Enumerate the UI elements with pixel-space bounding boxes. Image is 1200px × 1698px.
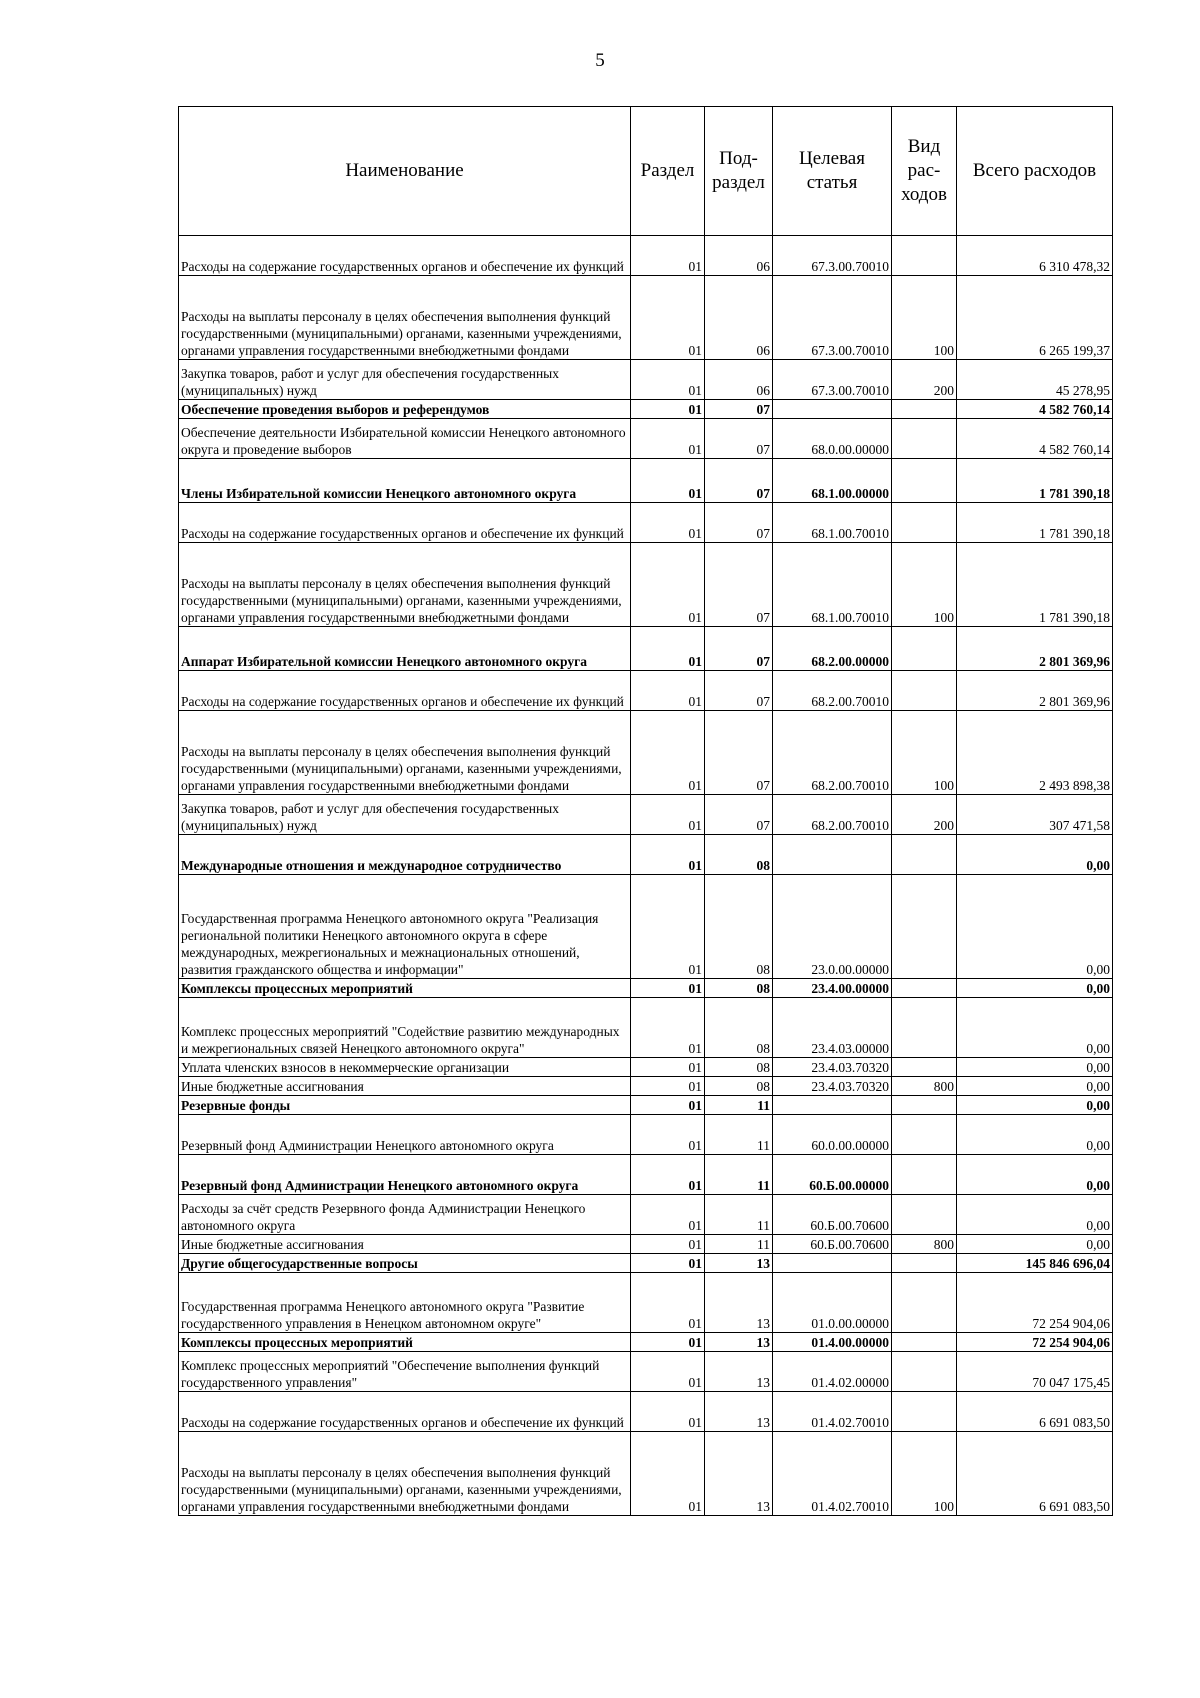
- row-tselevaya-statya: 60.0.00.00000: [773, 1115, 892, 1155]
- row-vid-rashodov: [892, 236, 957, 276]
- row-razdel: 01: [631, 276, 705, 360]
- row-vsego-rashodov: 2 493 898,38: [957, 711, 1113, 795]
- row-podrazdel: 13: [705, 1392, 773, 1432]
- row-tselevaya-statya: 68.1.00.00000: [773, 459, 892, 503]
- table-row: [179, 1235, 1113, 1254]
- row-podrazdel: 13: [705, 1254, 773, 1273]
- row-name: Расходы на выплаты персоналу в целях обеспечения выполнения функций государственными (муниципальными) органами, казенными учреждениями, органами управления государственными внебюджетными фондами: [179, 1432, 631, 1516]
- row-name: Другие общегосударственные вопросы: [179, 1254, 631, 1273]
- row-podrazdel: 07: [705, 503, 773, 543]
- table-row: [179, 1352, 1113, 1392]
- row-vsego-rashodov: 4 582 760,14: [957, 419, 1113, 459]
- row-razdel: 01: [631, 875, 705, 979]
- row-vsego-rashodov: 0,00: [957, 998, 1113, 1058]
- row-vsego-rashodov: 6 691 083,50: [957, 1432, 1113, 1516]
- row-vid-rashodov: [892, 419, 957, 459]
- row-podrazdel: 11: [705, 1096, 773, 1115]
- row-podrazdel: 07: [705, 459, 773, 503]
- row-name: Резервный фонд Администрации Ненецкого автономного округа: [179, 1155, 631, 1195]
- row-razdel: 01: [631, 795, 705, 835]
- row-vid-rashodov: 200: [892, 360, 957, 400]
- row-name: Комплексы процессных мероприятий: [179, 1333, 631, 1352]
- row-vsego-rashodov: 0,00: [957, 1195, 1113, 1235]
- table-row: [179, 835, 1113, 875]
- row-name: Иные бюджетные ассигнования: [179, 1077, 631, 1096]
- row-podrazdel: 07: [705, 627, 773, 671]
- table-row: [179, 1077, 1113, 1096]
- row-razdel: 01: [631, 1392, 705, 1432]
- row-vid-rashodov: [892, 671, 957, 711]
- row-podrazdel: 07: [705, 543, 773, 627]
- table-row: [179, 1273, 1113, 1333]
- row-razdel: 01: [631, 1254, 705, 1273]
- row-vid-rashodov: [892, 979, 957, 998]
- row-podrazdel: 08: [705, 1077, 773, 1096]
- row-razdel: 01: [631, 503, 705, 543]
- row-tselevaya-statya: 60.Б.00.70600: [773, 1195, 892, 1235]
- row-razdel: 01: [631, 1096, 705, 1115]
- row-razdel: 01: [631, 627, 705, 671]
- row-name: Международные отношения и международное сотрудничество: [179, 835, 631, 875]
- table-row: [179, 1096, 1113, 1115]
- row-tselevaya-statya: 23.4.03.00000: [773, 998, 892, 1058]
- row-vid-rashodov: [892, 1195, 957, 1235]
- header-tselevaya-statya: Целевая статья: [773, 107, 892, 236]
- row-podrazdel: 08: [705, 1058, 773, 1077]
- row-razdel: 01: [631, 1195, 705, 1235]
- row-vsego-rashodov: 0,00: [957, 835, 1113, 875]
- row-vsego-rashodov: 72 254 904,06: [957, 1273, 1113, 1333]
- row-name: Расходы на выплаты персоналу в целях обеспечения выполнения функций государственными (муниципальными) органами, казенными учреждениями, органами управления государственными внебюджетными фондами: [179, 543, 631, 627]
- row-name: Члены Избирательной комиссии Ненецкого автономного округа: [179, 459, 631, 503]
- row-razdel: 01: [631, 1077, 705, 1096]
- row-tselevaya-statya: [773, 400, 892, 419]
- row-tselevaya-statya: 68.1.00.70010: [773, 543, 892, 627]
- table-row: [179, 1058, 1113, 1077]
- row-razdel: 01: [631, 543, 705, 627]
- table-row: [179, 1155, 1113, 1195]
- row-vid-rashodov: [892, 503, 957, 543]
- row-vsego-rashodov: 6 265 199,37: [957, 276, 1113, 360]
- table-row: [179, 400, 1113, 419]
- row-vsego-rashodov: 0,00: [957, 1235, 1113, 1254]
- row-vsego-rashodov: 0,00: [957, 1077, 1113, 1096]
- row-name: Уплата членских взносов в некоммерческие организации: [179, 1058, 631, 1077]
- row-vid-rashodov: 800: [892, 1235, 957, 1254]
- row-vsego-rashodov: 72 254 904,06: [957, 1333, 1113, 1352]
- row-podrazdel: 08: [705, 998, 773, 1058]
- table-row: [179, 1392, 1113, 1432]
- row-vid-rashodov: [892, 998, 957, 1058]
- row-razdel: 01: [631, 1273, 705, 1333]
- row-vid-rashodov: [892, 400, 957, 419]
- row-tselevaya-statya: 01.0.00.00000: [773, 1273, 892, 1333]
- table-row: [179, 1432, 1113, 1516]
- row-tselevaya-statya: 67.3.00.70010: [773, 276, 892, 360]
- table-row: [179, 1254, 1113, 1273]
- row-name: Расходы за счёт средств Резервного фонда Администрации Ненецкого автономного округа: [179, 1195, 631, 1235]
- row-razdel: 01: [631, 998, 705, 1058]
- row-name: Закупка товаров, работ и услуг для обеспечения государственных (муниципальных) нужд: [179, 795, 631, 835]
- row-vid-rashodov: [892, 1155, 957, 1195]
- row-podrazdel: 13: [705, 1273, 773, 1333]
- row-vid-rashodov: 100: [892, 276, 957, 360]
- row-vid-rashodov: [892, 1058, 957, 1077]
- row-name: Комплексы процессных мероприятий: [179, 979, 631, 998]
- row-name: Комплекс процессных мероприятий "Содействие развитию международных и межрегиональных связей Ненецкого автономного округа": [179, 998, 631, 1058]
- row-vid-rashodov: [892, 1273, 957, 1333]
- row-tselevaya-statya: 23.4.03.70320: [773, 1058, 892, 1077]
- table-row: [179, 795, 1113, 835]
- row-name: Иные бюджетные ассигнования: [179, 1235, 631, 1254]
- row-vid-rashodov: 800: [892, 1077, 957, 1096]
- row-tselevaya-statya: 67.3.00.70010: [773, 236, 892, 276]
- row-razdel: 01: [631, 1333, 705, 1352]
- table-row: [179, 875, 1113, 979]
- row-name: Расходы на содержание государственных органов и обеспечение их функций: [179, 236, 631, 276]
- row-vsego-rashodov: 0,00: [957, 875, 1113, 979]
- row-razdel: 01: [631, 1352, 705, 1392]
- row-vid-rashodov: [892, 627, 957, 671]
- row-tselevaya-statya: 68.1.00.70010: [773, 503, 892, 543]
- row-razdel: 01: [631, 711, 705, 795]
- row-razdel: 01: [631, 1235, 705, 1254]
- row-vid-rashodov: [892, 875, 957, 979]
- row-tselevaya-statya: 68.0.00.00000: [773, 419, 892, 459]
- row-podrazdel: 08: [705, 875, 773, 979]
- row-vsego-rashodov: 1 781 390,18: [957, 459, 1113, 503]
- table-row: [179, 998, 1113, 1058]
- row-tselevaya-statya: 23.0.00.00000: [773, 875, 892, 979]
- row-vid-rashodov: [892, 1333, 957, 1352]
- row-name: Расходы на содержание государственных органов и обеспечение их функций: [179, 503, 631, 543]
- row-podrazdel: 11: [705, 1115, 773, 1155]
- row-tselevaya-statya: 68.2.00.70010: [773, 671, 892, 711]
- row-name: Расходы на выплаты персоналу в целях обеспечения выполнения функций государственными (муниципальными) органами, казенными учреждениями, органами управления государственными внебюджетными фондами: [179, 276, 631, 360]
- row-podrazdel: 06: [705, 360, 773, 400]
- header-vsego-rashodov: Всего расходов: [957, 107, 1113, 236]
- row-name: Государственная программа Ненецкого автономного округа "Реализация региональной политики Ненецкого автономного округа в сфере международных, межрегиональных и межнациональных отношений, развития гражданского общества и информации": [179, 875, 631, 979]
- row-tselevaya-statya: 01.4.02.70010: [773, 1392, 892, 1432]
- row-vid-rashodov: 200: [892, 795, 957, 835]
- row-vsego-rashodov: 307 471,58: [957, 795, 1113, 835]
- row-razdel: 01: [631, 236, 705, 276]
- table-row: [179, 360, 1113, 400]
- row-tselevaya-statya: 01.4.02.00000: [773, 1352, 892, 1392]
- row-razdel: 01: [631, 459, 705, 503]
- header-name: Наименование: [179, 107, 631, 236]
- row-razdel: 01: [631, 1058, 705, 1077]
- row-name: Комплекс процессных мероприятий "Обеспечение выполнения функций государственного управления": [179, 1352, 631, 1392]
- table-row: [179, 979, 1113, 998]
- row-tselevaya-statya: [773, 1096, 892, 1115]
- row-vsego-rashodov: 0,00: [957, 1058, 1113, 1077]
- row-vid-rashodov: [892, 459, 957, 503]
- table-row: [179, 459, 1113, 503]
- row-razdel: 01: [631, 835, 705, 875]
- row-name: Расходы на содержание государственных органов и обеспечение их функций: [179, 1392, 631, 1432]
- row-vsego-rashodov: 4 582 760,14: [957, 400, 1113, 419]
- row-podrazdel: 07: [705, 795, 773, 835]
- row-vid-rashodov: [892, 1392, 957, 1432]
- row-vid-rashodov: [892, 1254, 957, 1273]
- row-vid-rashodov: [892, 1115, 957, 1155]
- row-vsego-rashodov: 6 691 083,50: [957, 1392, 1113, 1432]
- row-vid-rashodov: [892, 835, 957, 875]
- row-name: Закупка товаров, работ и услуг для обеспечения государственных (муниципальных) нужд: [179, 360, 631, 400]
- row-podrazdel: 08: [705, 979, 773, 998]
- row-vid-rashodov: 100: [892, 711, 957, 795]
- row-podrazdel: 07: [705, 711, 773, 795]
- row-vsego-rashodov: 145 846 696,04: [957, 1254, 1113, 1273]
- table-row: [179, 1333, 1113, 1352]
- row-razdel: 01: [631, 419, 705, 459]
- table-row: [179, 503, 1113, 543]
- row-razdel: 01: [631, 400, 705, 419]
- row-name: Обеспечение деятельности Избирательной комиссии Ненецкого автономного округа и проведение выборов: [179, 419, 631, 459]
- row-vsego-rashodov: 45 278,95: [957, 360, 1113, 400]
- table-row: [179, 671, 1113, 711]
- row-razdel: 01: [631, 671, 705, 711]
- row-podrazdel: 06: [705, 236, 773, 276]
- row-vsego-rashodov: 70 047 175,45: [957, 1352, 1113, 1392]
- row-podrazdel: 08: [705, 835, 773, 875]
- row-podrazdel: 11: [705, 1155, 773, 1195]
- row-vid-rashodov: [892, 1096, 957, 1115]
- header-vid-rashodov: Вид рас- ходов: [892, 107, 957, 236]
- table-body: [179, 236, 1113, 1516]
- row-name: Резервные фонды: [179, 1096, 631, 1115]
- table-row: [179, 1115, 1113, 1155]
- row-vsego-rashodov: 2 801 369,96: [957, 627, 1113, 671]
- row-vsego-rashodov: 0,00: [957, 1155, 1113, 1195]
- row-name: Резервный фонд Администрации Ненецкого автономного округа: [179, 1115, 631, 1155]
- expenditure-table: [178, 106, 1113, 1516]
- page-number: 5: [595, 50, 605, 71]
- row-razdel: 01: [631, 360, 705, 400]
- row-tselevaya-statya: [773, 1254, 892, 1273]
- header-razdel: Раздел: [631, 107, 705, 236]
- row-vsego-rashodov: 0,00: [957, 979, 1113, 998]
- row-vsego-rashodov: 1 781 390,18: [957, 503, 1113, 543]
- row-tselevaya-statya: [773, 835, 892, 875]
- table-row: [179, 419, 1113, 459]
- table-row: [179, 236, 1113, 276]
- row-vsego-rashodov: 6 310 478,32: [957, 236, 1113, 276]
- row-name: Обеспечение проведения выборов и референдумов: [179, 400, 631, 419]
- row-vid-rashodov: 100: [892, 543, 957, 627]
- row-podrazdel: 13: [705, 1333, 773, 1352]
- table-row: [179, 543, 1113, 627]
- row-razdel: 01: [631, 1155, 705, 1195]
- row-tselevaya-statya: 01.4.00.00000: [773, 1333, 892, 1352]
- table-row: [179, 711, 1113, 795]
- row-name: Аппарат Избирательной комиссии Ненецкого автономного округа: [179, 627, 631, 671]
- row-razdel: 01: [631, 1432, 705, 1516]
- row-podrazdel: 13: [705, 1432, 773, 1516]
- row-tselevaya-statya: 68.2.00.70010: [773, 795, 892, 835]
- row-name: Государственная программа Ненецкого автономного округа "Развитие государственного управления в Ненецком автономном округе": [179, 1273, 631, 1333]
- header-podrazdel: Под- раздел: [705, 107, 773, 236]
- row-podrazdel: 07: [705, 419, 773, 459]
- row-name: Расходы на выплаты персоналу в целях обеспечения выполнения функций государственными (муниципальными) органами, казенными учреждениями, органами управления государственными внебюджетными фондами: [179, 711, 631, 795]
- row-razdel: 01: [631, 979, 705, 998]
- row-vsego-rashodov: 2 801 369,96: [957, 671, 1113, 711]
- row-tselevaya-statya: 23.4.03.70320: [773, 1077, 892, 1096]
- row-tselevaya-statya: 23.4.00.00000: [773, 979, 892, 998]
- row-tselevaya-statya: 60.Б.00.70600: [773, 1235, 892, 1254]
- row-podrazdel: 11: [705, 1195, 773, 1235]
- row-name: Расходы на содержание государственных органов и обеспечение их функций: [179, 671, 631, 711]
- row-podrazdel: 06: [705, 276, 773, 360]
- row-podrazdel: 11: [705, 1235, 773, 1254]
- row-vid-rashodov: 100: [892, 1432, 957, 1516]
- row-tselevaya-statya: 01.4.02.70010: [773, 1432, 892, 1516]
- row-podrazdel: 07: [705, 400, 773, 419]
- row-vid-rashodov: [892, 1352, 957, 1392]
- row-tselevaya-statya: 68.2.00.70010: [773, 711, 892, 795]
- row-podrazdel: 07: [705, 671, 773, 711]
- row-vsego-rashodov: 1 781 390,18: [957, 543, 1113, 627]
- row-tselevaya-statya: 68.2.00.00000: [773, 627, 892, 671]
- row-vsego-rashodov: 0,00: [957, 1096, 1113, 1115]
- table-row: [179, 1195, 1113, 1235]
- row-razdel: 01: [631, 1115, 705, 1155]
- row-podrazdel: 13: [705, 1352, 773, 1392]
- table-row: [179, 627, 1113, 671]
- row-tselevaya-statya: 67.3.00.70010: [773, 360, 892, 400]
- row-vsego-rashodov: 0,00: [957, 1115, 1113, 1155]
- row-tselevaya-statya: 60.Б.00.00000: [773, 1155, 892, 1195]
- table-row: [179, 276, 1113, 360]
- table-header: [179, 107, 1113, 236]
